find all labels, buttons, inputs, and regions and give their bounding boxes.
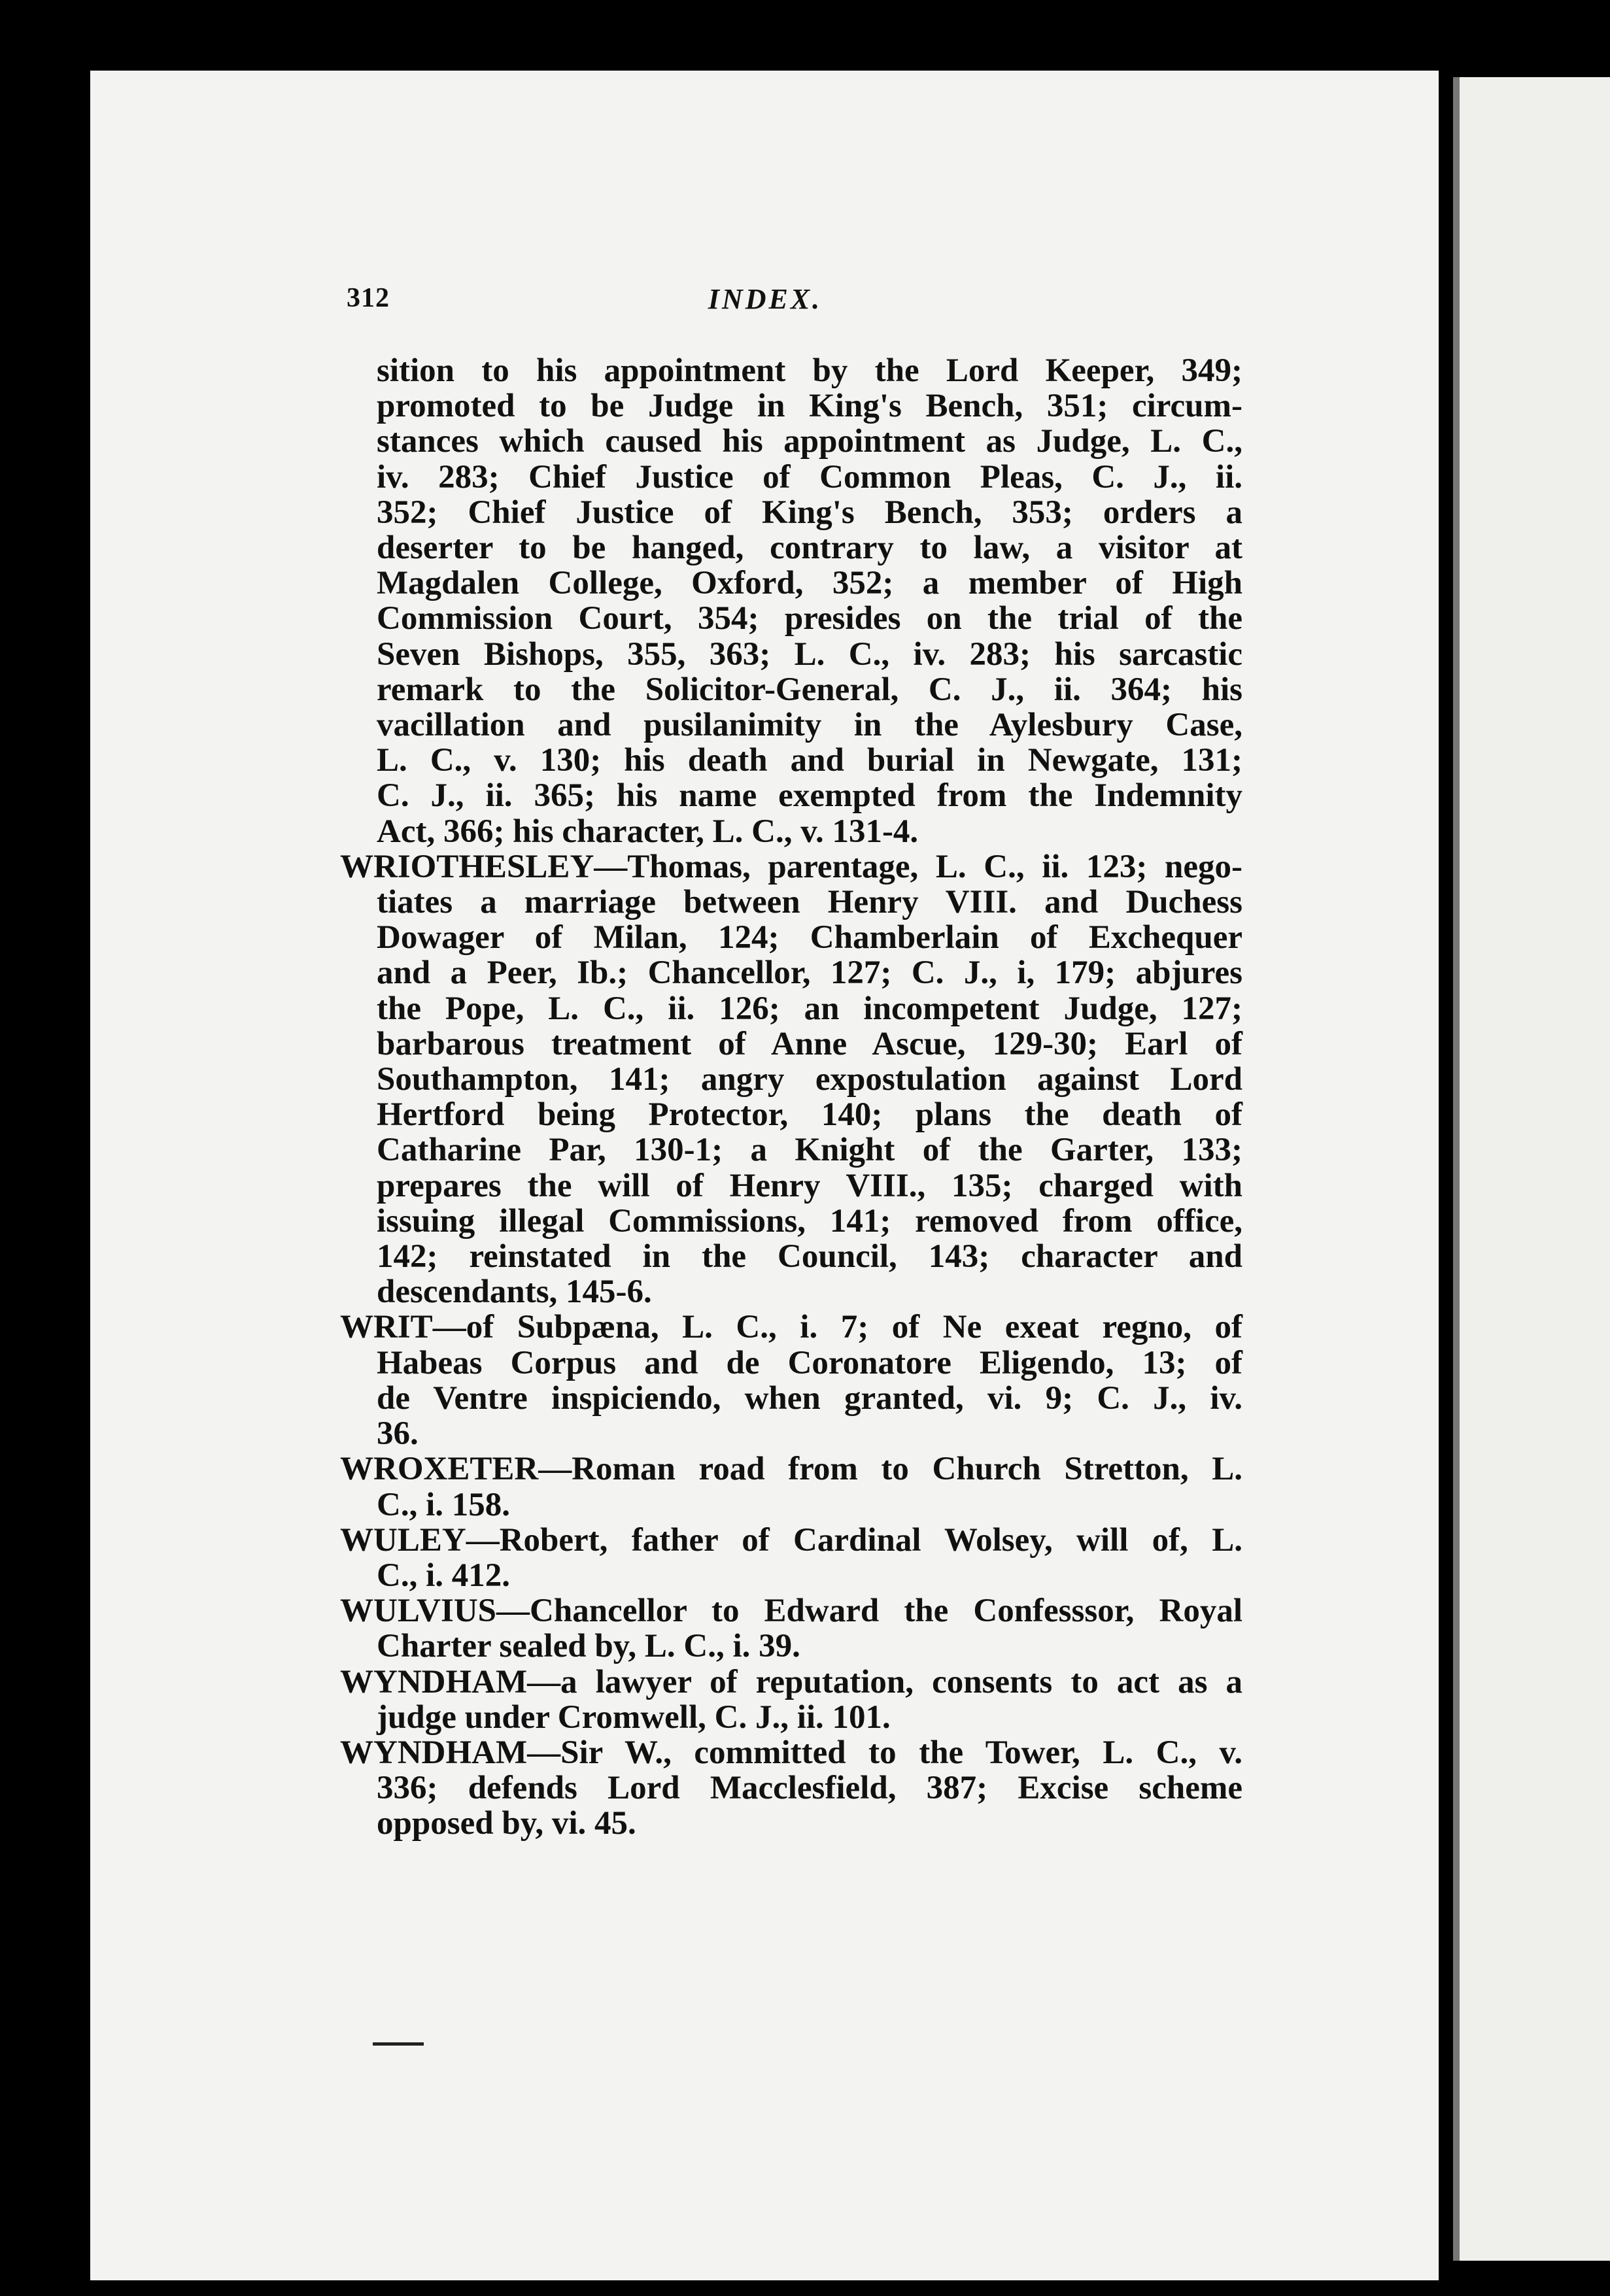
index-line: remark to the Solicitor-General, C. J., ii. 364; his — [377, 671, 1242, 708]
index-line: Seven Bishops, 355, 363; L. C., iv. 283; his sarcastic — [377, 635, 1242, 673]
index-line: judge under Cromwell, C. J., ii. 101. — [377, 1698, 891, 1736]
index-line: 36. — [377, 1415, 419, 1453]
index-line: 142; reinstated in the Council, 143; character and — [377, 1238, 1242, 1275]
index-line: Magdalen College, Oxford, 352; a member of High — [377, 565, 1242, 602]
index-line: tiates a marriage between Henry VIII. and Duchess — [377, 884, 1242, 921]
index-line: iv. 283; Chief Justice of Common Pleas, C. J., ii. — [377, 458, 1242, 496]
index-line: Act, 366; his character, L. C., v. 131-4. — [377, 813, 919, 850]
page-gutter-shadow — [1453, 77, 1460, 2261]
page-header — [255, 282, 1275, 322]
index-line: Southampton, 141; angry expostulation against Lord — [377, 1061, 1242, 1098]
index-line: WRIOTHESLEY—Thomas, parentage, L. C., ii. 123; nego- — [340, 848, 1242, 885]
index-line: L. C., v. 130; his death and burial in Newgate, 131; — [377, 742, 1242, 779]
index-line: the Pope, L. C., ii. 126; an incompetent Judge, 127; — [377, 990, 1242, 1027]
index-line: 352; Chief Justice of King's Bench, 353; orders a — [377, 494, 1242, 531]
index-line: de Ventre inspiciendo, when granted, vi. 9; C. J., iv. — [377, 1379, 1242, 1417]
index-line: prepares the will of Henry VIII., 135; charged with — [377, 1167, 1242, 1204]
footer-rule — [373, 2042, 424, 2046]
index-line: deserter to be hanged, contrary to law, a visitor at — [377, 530, 1242, 567]
index-line: Catharine Par, 130-1; a Knight of the Garter, 133; — [377, 1132, 1242, 1169]
index-line: Dowager of Milan, 124; Chamberlain of Exchequer — [377, 919, 1242, 956]
index-line: WYNDHAM—Sir W., committed to the Tower, L. C., v. — [340, 1734, 1242, 1771]
index-line: C., i. 158. — [377, 1486, 510, 1523]
index-line: stances which caused his appointment as Judge, L. C., — [377, 423, 1242, 460]
running-title: INDEX. — [708, 283, 823, 315]
index-line: sition to his appointment by the Lord Keeper, 349; — [377, 352, 1242, 389]
index-line: descendants, 145-6. — [377, 1274, 652, 1311]
index-line: promoted to be Judge in King's Bench, 351; circum- — [377, 388, 1242, 425]
index-line: barbarous treatment of Anne Ascue, 129-30; Earl of — [377, 1025, 1242, 1062]
adjacent-page-edge — [1453, 77, 1610, 2261]
index-line: vacillation and pusilanimity in the Aylesbury Case, — [377, 707, 1242, 744]
index-line: WULVIUS—Chancellor to Edward the Confesssor, Royal — [340, 1593, 1242, 1630]
index-line: WYNDHAM—a lawyer of reputation, consents to act as a — [340, 1663, 1242, 1700]
index-line: WULEY—Robert, father of Cardinal Wolsey, will of, L. — [340, 1521, 1242, 1559]
index-line: C. J., ii. 365; his name exempted from the Indemnity — [377, 777, 1242, 815]
index-line: 336; defends Lord Macclesfield, 387; Excise scheme — [377, 1770, 1242, 1807]
index-entries — [340, 353, 1242, 1842]
index-line: issuing illegal Commissions, 141; removed from office, — [377, 1202, 1242, 1240]
page-number: 312 — [347, 283, 390, 313]
index-line: opposed by, vi. 45. — [377, 1805, 636, 1842]
index-line: Commission Court, 354; presides on the trial of the — [377, 600, 1242, 637]
index-line: and a Peer, Ib.; Chancellor, 127; C. J., i, 179; abjures — [377, 954, 1242, 992]
index-line: Hertford being Protector, 140; plans the death of — [377, 1096, 1242, 1134]
index-line: Habeas Corpus and de Coronatore Eligendo, 13; of — [377, 1344, 1242, 1381]
index-line: Charter sealed by, L. C., i. 39. — [377, 1628, 800, 1665]
index-line: C., i. 412. — [377, 1557, 510, 1594]
index-line: WRIT—of Subpæna, L. C., i. 7; of Ne exeat regno, of — [340, 1309, 1242, 1346]
index-line: WROXETER—Roman road from to Church Stretton, L. — [340, 1451, 1242, 1488]
